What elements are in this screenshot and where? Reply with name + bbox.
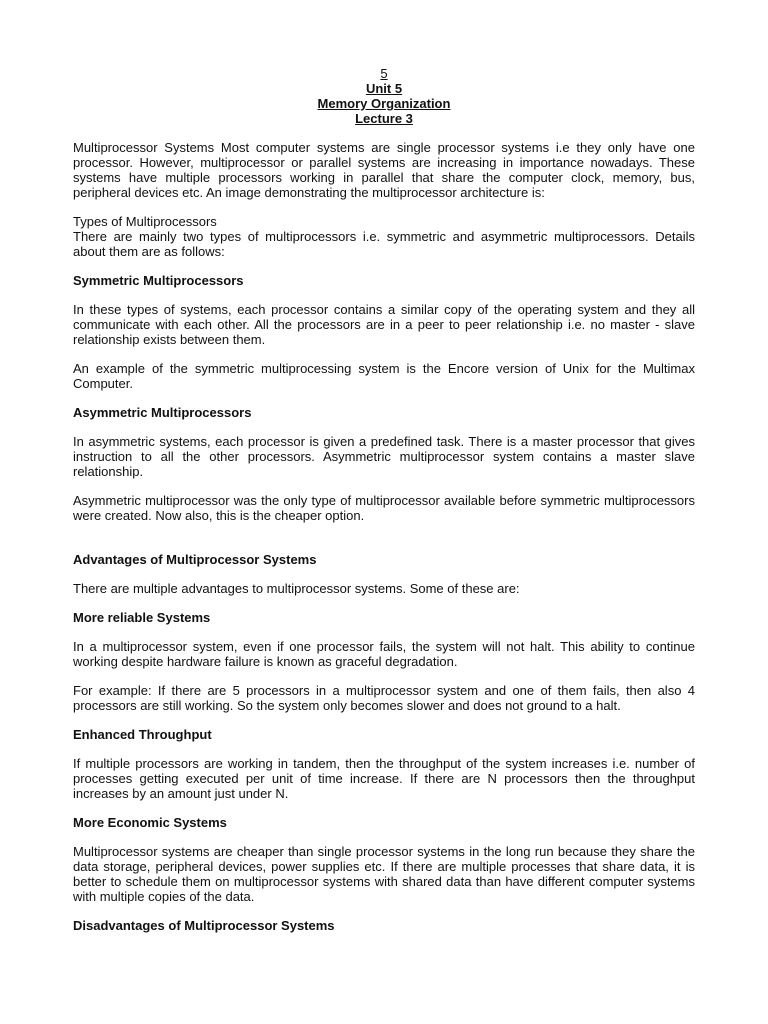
intro-paragraph: Multiprocessor Systems Most computer systems are single processor systems i.e they only have one processor. However, multiprocessor or parallel systems are increasing in importance nowadays. These systems have multiple processors working in parallel that share the computer clock, memory, bus, peripheral devices etc. An image demonstrating the multiprocessor architecture is: bbox=[73, 140, 695, 200]
disadvantages-heading: Disadvantages of Multiprocessor Systems bbox=[73, 918, 335, 933]
symmetric-paragraph-1: In these types of systems, each processor contains a similar copy of the operating system and they all communicate with each other. All the processors are in a peer to peer relationship i.e. no master - slave relationship exists between them. bbox=[73, 302, 695, 347]
reliable-paragraph-2: For example: If there are 5 processors in a multiprocessor system and one of them fails, then also 4 processors are still working. So the system only becomes slower and does not ground to a halt. bbox=[73, 683, 695, 713]
asymmetric-paragraph-1: In asymmetric systems, each processor is given a predefined task. There is a master processor that gives instruction to all the other processors. Asymmetric multiprocessor system contains a master slave relationship. bbox=[73, 434, 695, 479]
document-title: Memory Organization bbox=[317, 96, 451, 111]
types-paragraph: There are mainly two types of multiprocessors i.e. symmetric and asymmetric multiprocessors. Details about them are as follows: bbox=[73, 229, 695, 259]
document-page bbox=[73, 66, 695, 933]
reliable-paragraph-1: In a multiprocessor system, even if one processor fails, the system will not halt. This ability to continue working despite hardware failure is known as graceful degradation. bbox=[73, 639, 695, 669]
reliable-heading: More reliable Systems bbox=[73, 610, 211, 625]
symmetric-paragraph-2: An example of the symmetric multiprocessing system is the Encore version of Unix for the Multimax Computer. bbox=[73, 361, 695, 391]
document-header bbox=[73, 66, 695, 126]
types-title: Types of Multiprocessors bbox=[73, 214, 217, 229]
asymmetric-heading: Asymmetric Multiprocessors bbox=[73, 405, 252, 420]
asymmetric-paragraph-2: Asymmetric multiprocessor was the only type of multiprocessor available before symmetric multiprocessors were created. Now also, this is the cheaper option. bbox=[73, 493, 695, 523]
lecture-title: Lecture 3 bbox=[355, 111, 413, 126]
page-number: 5 bbox=[380, 66, 388, 81]
throughput-heading: Enhanced Throughput bbox=[73, 727, 212, 742]
throughput-paragraph: If multiple processors are working in tandem, then the throughput of the system increases i.e. number of processes getting executed per unit of time increase. If there are N processors then the throughput increases by an amount just under N. bbox=[73, 756, 695, 801]
economic-paragraph: Multiprocessor systems are cheaper than single processor systems in the long run because they share the data storage, peripheral devices, power supplies etc. If there are multiple processes that share data, it is better to schedule them on multiprocessor systems with shared data than have different computer systems with multiple copies of the data. bbox=[73, 844, 695, 904]
economic-heading: More Economic Systems bbox=[73, 815, 227, 830]
advantages-heading: Advantages of Multiprocessor Systems bbox=[73, 552, 317, 567]
symmetric-heading: Symmetric Multiprocessors bbox=[73, 273, 244, 288]
advantages-intro: There are multiple advantages to multiprocessor systems. Some of these are: bbox=[73, 581, 520, 596]
unit-title: Unit 5 bbox=[365, 81, 403, 96]
